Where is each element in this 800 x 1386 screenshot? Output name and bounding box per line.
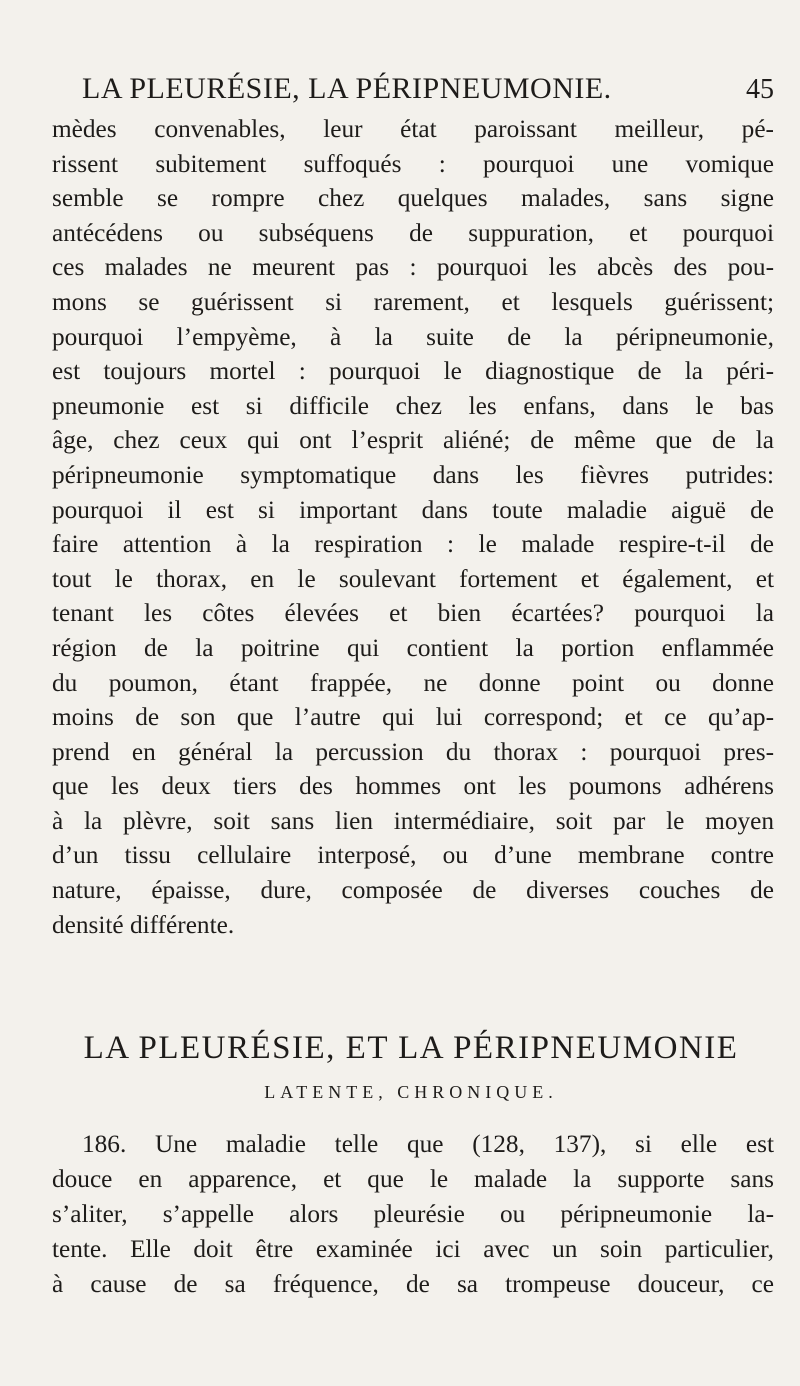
text-line: tout le thorax, en le soulevant fortement et également, et <box>52 564 774 593</box>
text-line: s’aliter, s’appelle alors pleurésie ou péripneumonie la- <box>52 1200 774 1228</box>
text-line: densité différente. <box>52 910 235 939</box>
text-line: d’un tissu cellulaire interposé, ou d’une membrane contre <box>52 841 774 870</box>
text-line: âge, chez ceux qui ont l’esprit aliéné; de même que de la <box>52 426 774 455</box>
section-heading: LA PLEURÉSIE, ET LA PÉRIPNEUMONIE <box>83 1030 739 1066</box>
text-line: mèdes convenables, leur état paroissant meilleur, pé- <box>52 115 774 143</box>
running-title: LA PLEURÉSIE, LA PÉRIPNEUMONIE. <box>82 72 612 105</box>
text-line: pourquoi l’empyème, à la suite de la péripneumonie, <box>52 322 774 351</box>
text-line: tente. Elle doit être examinée ici avec un soin particulier, <box>52 1235 774 1263</box>
text-line: semble se rompre chez quelques malades, sans signe <box>52 184 774 213</box>
text-line: ces malades ne meurent pas : pourquoi les abcès des pou- <box>52 253 774 282</box>
text-line: est toujours mortel : pourquoi le diagnostique de la péri- <box>52 357 774 386</box>
text-line: région de la poitrine qui contient la portion enflammée <box>52 633 774 662</box>
text-line: moins de son que l’autre qui lui correspond; et ce qu’ap- <box>52 703 774 732</box>
text-line: que les deux tiers des hommes ont les poumons adhérens <box>52 772 774 801</box>
paragraph-186 <box>52 1127 774 1302</box>
paragraph-continued <box>52 112 774 942</box>
running-head <box>82 72 774 112</box>
page-number: 45 <box>746 74 774 105</box>
text-line: à la plèvre, soit sans lien intermédiaire, soit par le moyen <box>52 806 774 835</box>
text-line: du poumon, étant frappée, ne donne point ou donne <box>52 668 774 697</box>
text-line: nature, épaisse, dure, composée de diverses couches de <box>52 876 774 905</box>
text-line: prend en général la percussion du thorax : pourquoi pres- <box>52 737 774 766</box>
text-line: rissent subitement suffoqués : pourquoi une vomique <box>52 149 774 178</box>
text-line: pourquoi il est si important dans toute maladie aiguë de <box>52 495 774 524</box>
text-line: faire attention à la respiration : le malade respire-t-il de <box>52 530 774 559</box>
text-line: mons se guérissent si rarement, et lesquels guérissent; <box>52 287 774 316</box>
text-line: 186. Une maladie telle que (128, 137), si elle est <box>82 1130 774 1158</box>
text-line: douce en apparence, et que le malade la supporte sans <box>52 1165 774 1193</box>
text-line: péripneumonie symptomatique dans les fièvres putrides: <box>52 460 774 489</box>
text-line: à cause de sa fréquence, de sa trompeuse douceur, ce <box>52 1270 774 1298</box>
text-line: pneumonie est si difficile chez les enfans, dans le bas <box>52 391 774 420</box>
section-subheading: LATENTE, CHRONIQUE. <box>264 1082 558 1102</box>
text-line: antécédens ou subséquens de suppuration, et pourquoi <box>52 218 774 247</box>
text-line: tenant les côtes élevées et bien écartées? pourquoi la <box>52 599 774 628</box>
